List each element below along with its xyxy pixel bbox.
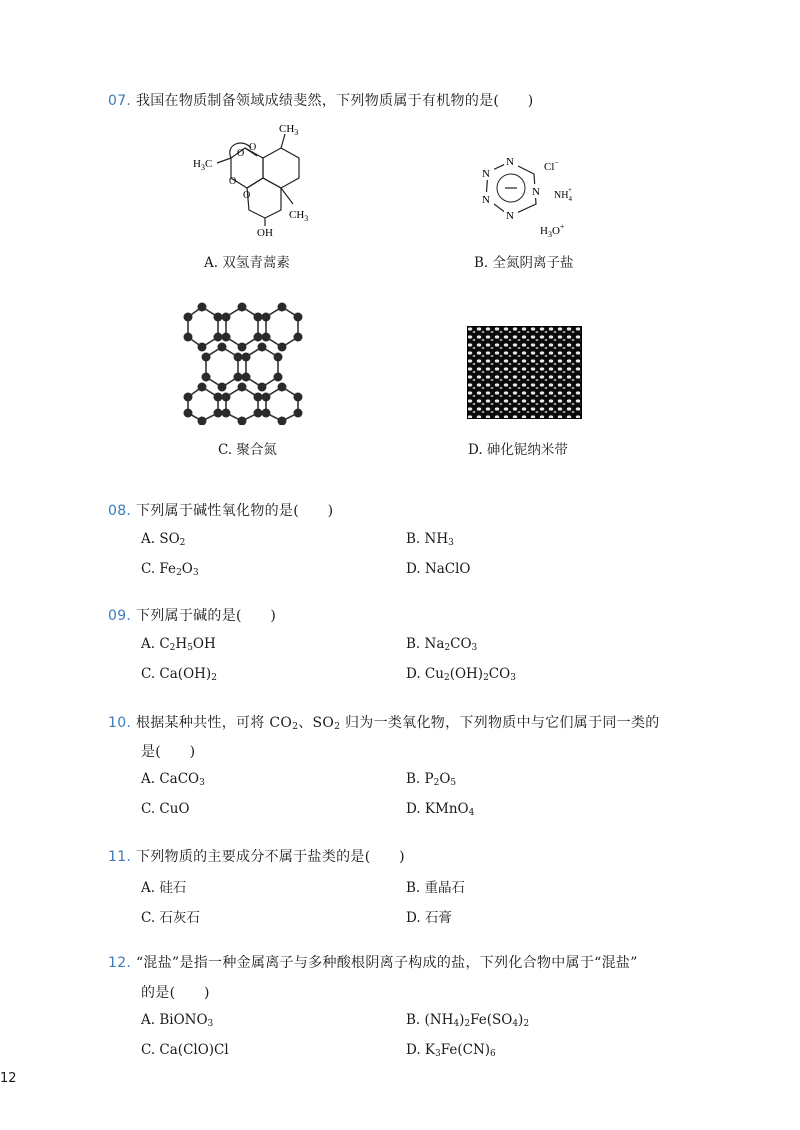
- q08-option-b: B. $NH_3$: [406, 531, 454, 548]
- svg-text:O: O: [229, 176, 237, 187]
- ch3-right-label: $CH_3$: [289, 209, 309, 223]
- q08-option-c: C. $Fe_2O_3$: [141, 561, 199, 578]
- svg-text:N: N: [482, 194, 490, 206]
- svg-text:N: N: [482, 168, 490, 180]
- question-number: 12.: [108, 955, 132, 971]
- q09-option-c: C. $Ca(OH)_2$: [141, 666, 217, 683]
- question-text: 下列物质的主要成分不属于盐类的是( ): [135, 849, 405, 865]
- svg-text:N: N: [532, 186, 540, 198]
- q10-option-b: B. $P_2O_5$: [406, 771, 457, 788]
- q09-option-d: D. $Cu_2(OH)_2CO_3$: [406, 666, 516, 683]
- svg-text:O: O: [237, 148, 245, 159]
- question-10-stem: 10. 根据某种共性，可将 $CO_2$、$SO_2$ 归为一类氧化物，下列物质中与它们属于同一类的: [108, 715, 660, 732]
- question-number: 07.: [108, 93, 132, 109]
- q09-option-a: A. $C_2H_5OH$: [141, 636, 216, 653]
- ammonium-label: $NH_4+$: [554, 186, 572, 203]
- q11-option-b: B. 重晶石: [406, 880, 466, 896]
- pentazolate-salt-structure: [460, 150, 590, 240]
- q12-option-a: A. BiONO$_3$: [141, 1012, 214, 1029]
- dihydroartemisinin-structure: [185, 118, 335, 240]
- q10-option-a: A. CaCO$_3$: [141, 771, 205, 788]
- question-08-stem: [108, 500, 333, 520]
- q10-option-c: C. CuO: [141, 801, 190, 817]
- q11-option-a: A. 硅石: [141, 880, 187, 896]
- option-d-caption: D. 砷化铌纳米带: [468, 442, 568, 458]
- q08-option-d: D. NaClO: [406, 561, 471, 577]
- q10-option-d: D. KMnO$_4$: [406, 801, 475, 818]
- question-12-stem: [108, 952, 638, 972]
- svg-text:O: O: [249, 142, 257, 153]
- question-text: 下列属于碱性氧化物的是( ): [135, 503, 334, 519]
- chloride-label: Cl−: [544, 158, 559, 173]
- question-number: 10.: [108, 715, 132, 731]
- polymeric-nitrogen-image: [182, 293, 310, 425]
- page-number: 12: [0, 1071, 17, 1086]
- question-07-stem: [108, 90, 534, 110]
- question-text: 下列属于碱的是( ): [135, 608, 277, 624]
- q12-option-b: B. $(NH_4)_2Fe(SO_4)_2$: [406, 1012, 530, 1029]
- niobium-arsenide-nanoribbon-image: [467, 326, 582, 419]
- question-12-stem-line2: 的是( ): [141, 985, 210, 1001]
- q09-option-b: B. $Na_2CO_3$: [406, 636, 478, 653]
- hydronium-label: $H_3O^+$: [540, 222, 565, 239]
- q12-option-d: D. $K_3Fe(CN)_6$: [406, 1042, 496, 1059]
- q12-option-c: C. Ca(ClO)Cl: [141, 1042, 229, 1058]
- question-09-stem: [108, 605, 276, 625]
- question-10-stem-line2: 是( ): [141, 744, 196, 760]
- question-number: 08.: [108, 503, 132, 519]
- h3c-label: $H_3C$: [193, 158, 213, 172]
- svg-text:N: N: [506, 210, 514, 222]
- q11-option-c: C. 石灰石: [141, 910, 200, 926]
- question-11-stem: [108, 846, 405, 866]
- ch3-top-label: $CH_3$: [279, 123, 299, 137]
- question-text: “混盐”是指一种金属离子与多种酸根阴离子构成的盐，下列化合物中属于“混盐”: [135, 955, 638, 971]
- option-b-caption: B. 全氮阴离子盐: [474, 255, 574, 271]
- option-a-caption: A. 双氢青蒿素: [204, 255, 290, 271]
- q11-option-d: D. 石膏: [406, 910, 452, 926]
- q08-option-a: A. $SO_2$: [141, 531, 186, 548]
- question-number: 09.: [108, 608, 132, 624]
- option-c-caption: C. 聚合氮: [218, 442, 277, 458]
- question-number: 11.: [108, 849, 132, 865]
- svg-text:O: O: [243, 190, 251, 201]
- oh-label: OH: [257, 227, 273, 239]
- svg-text:N: N: [506, 156, 514, 168]
- question-text: 我国在物质制备领域成绩斐然，下列物质属于有机物的是( ): [135, 93, 534, 109]
